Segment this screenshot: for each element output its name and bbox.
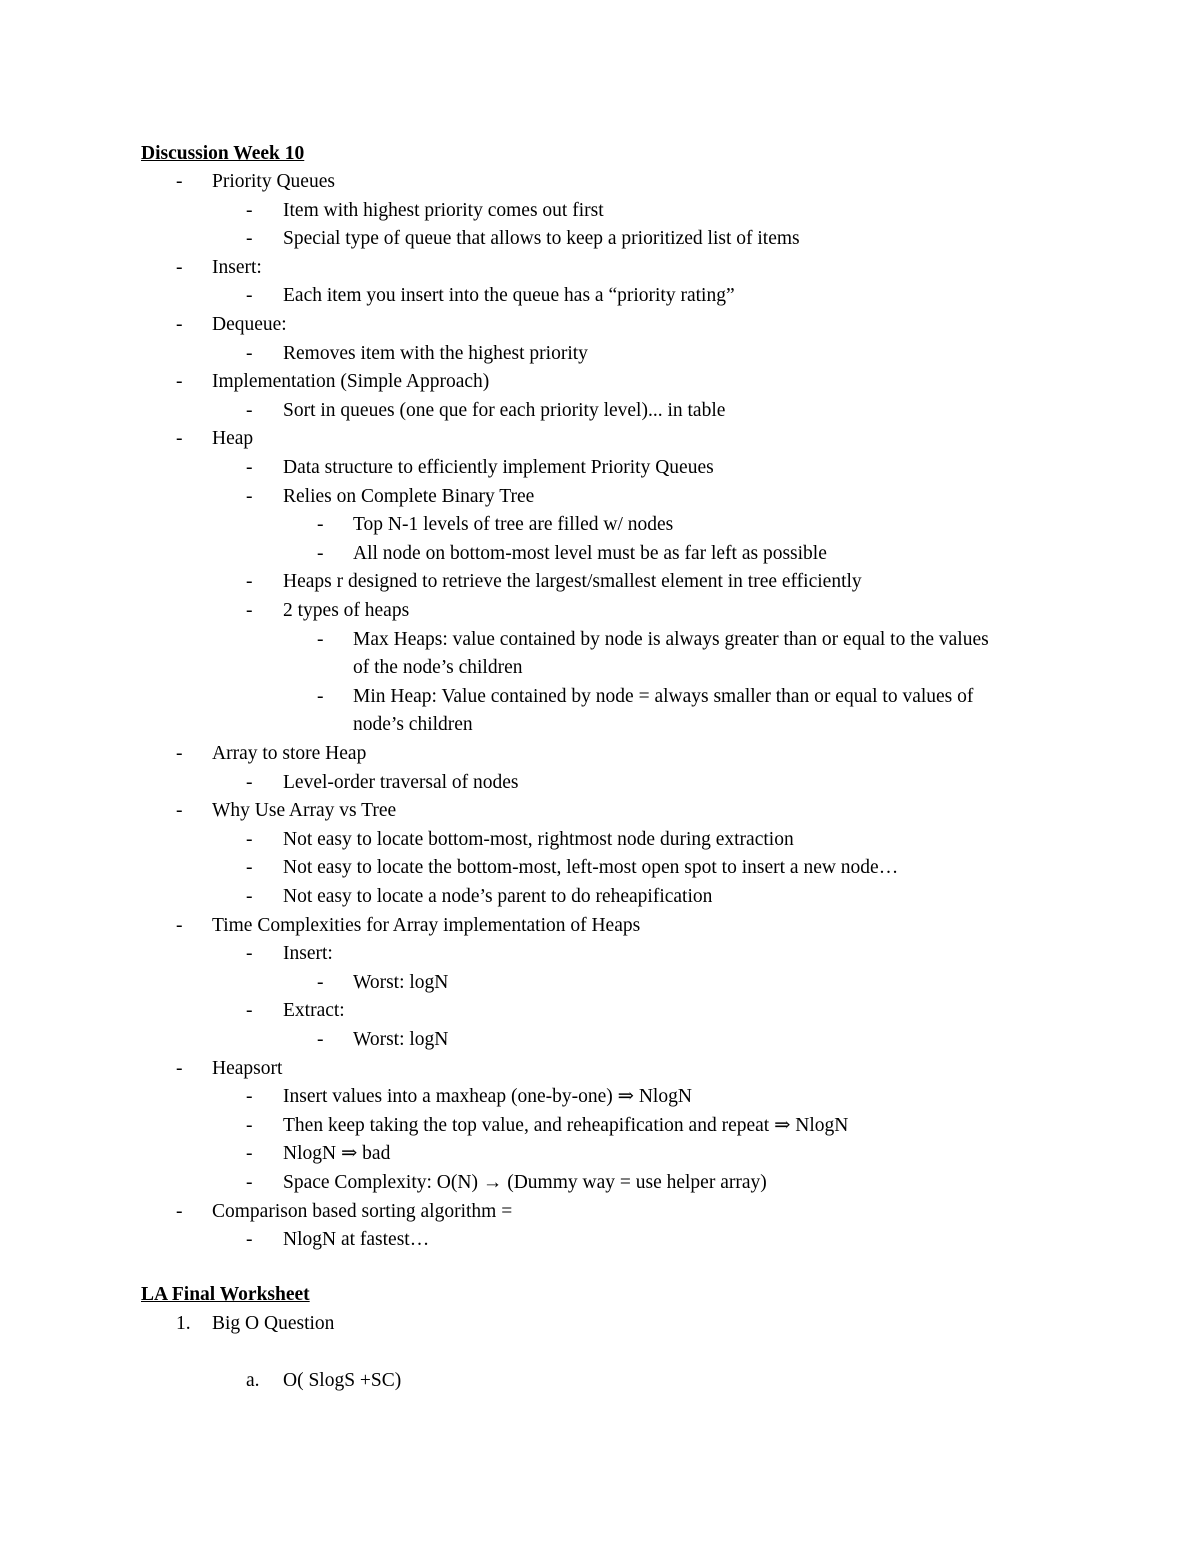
list-marker: -	[246, 1115, 253, 1136]
list-marker: -	[246, 857, 253, 878]
list-item-text: Insert:	[212, 257, 262, 278]
list-marker: -	[176, 1058, 183, 1079]
list-item-text: Priority Queues	[212, 171, 335, 192]
list-marker: -	[317, 514, 324, 535]
list-item-text: Data structure to efficiently implement Priority Queues	[283, 457, 714, 478]
list-marker: -	[246, 1086, 253, 1107]
list-item-text: Min Heap: Value contained by node = always smaller than or equal to values of	[353, 686, 974, 707]
list-marker: -	[246, 600, 253, 621]
list-item-text: Heap	[212, 428, 254, 449]
list-item-text: Heapsort	[212, 1058, 283, 1079]
list-item-text: of the node’s children	[353, 657, 523, 678]
list-marker: -	[246, 457, 253, 478]
list-item-text: Dequeue:	[212, 314, 287, 335]
list-marker: -	[317, 629, 324, 650]
list-item-text: Level-order traversal of nodes	[283, 772, 519, 793]
list-item-text: Implementation (Simple Approach)	[212, 371, 490, 392]
list-marker: -	[246, 400, 253, 421]
list-item-text: Extract:	[283, 1000, 345, 1021]
list-item-text: Max Heaps: value contained by node is always greater than or equal to the values	[353, 629, 989, 650]
list-item-text: Item with highest priority comes out first	[283, 200, 604, 221]
list-item-text: Special type of queue that allows to keep a prioritized list of items	[283, 228, 800, 249]
list-item-text: Top N-1 levels of tree are filled w/ nodes	[353, 514, 674, 535]
list-item-text: Worst: logN	[353, 972, 449, 993]
list-marker: -	[246, 943, 253, 964]
list-marker: -	[317, 972, 324, 993]
list-marker: -	[176, 171, 183, 192]
list-item-text: Insert:	[283, 943, 333, 964]
list-marker: 1.	[176, 1313, 191, 1334]
list-marker: -	[246, 1229, 253, 1250]
list-item-text: Comparison based sorting algorithm =	[212, 1201, 513, 1222]
list-item-text: 2 types of heaps	[283, 600, 410, 621]
list-marker: -	[246, 486, 253, 507]
list-item-text: Space Complexity: O(N) → (Dummy way = use helper array)	[283, 1172, 767, 1193]
list-marker: -	[176, 371, 183, 392]
list-item-text: Removes item with the highest priority	[283, 343, 588, 364]
list-marker: -	[246, 886, 253, 907]
list-item-text: Not easy to locate a node’s parent to do reheapification	[283, 886, 713, 907]
list-marker: -	[246, 1000, 253, 1021]
list-marker: -	[246, 1172, 253, 1193]
list-marker: -	[246, 228, 253, 249]
list-marker: -	[176, 800, 183, 821]
list-marker: -	[176, 1201, 183, 1222]
list-item-text: Then keep taking the top value, and reheapification and repeat ⇒ NlogN	[283, 1115, 849, 1136]
list-item-text: All node on bottom-most level must be as far left as possible	[353, 543, 827, 564]
list-marker: -	[246, 772, 253, 793]
list-marker: -	[317, 686, 324, 707]
list-item-text: Each item you insert into the queue has a “priority rating”	[283, 285, 735, 306]
list-item-text: Why Use Array vs Tree	[212, 800, 397, 821]
list-item-text: Sort in queues (one que for each priority level)... in table	[283, 400, 726, 421]
list-item-text: NlogN ⇒ bad	[283, 1143, 391, 1164]
list-marker: -	[246, 200, 253, 221]
list-marker: -	[317, 543, 324, 564]
list-item-text: Relies on Complete Binary Tree	[283, 486, 535, 507]
list-marker: -	[246, 1143, 253, 1164]
list-marker: -	[176, 743, 183, 764]
list-marker: -	[176, 257, 183, 278]
list-marker: -	[246, 829, 253, 850]
list-item-text: Insert values into a maxheap (one-by-one) ⇒ NlogN	[283, 1086, 692, 1107]
list-item-text: Time Complexities for Array implementation of Heaps	[212, 915, 641, 936]
list-item-text: Big O Question	[212, 1313, 335, 1334]
list-item-text: Worst: logN	[353, 1029, 449, 1050]
list-item-text: Array to store Heap	[212, 743, 367, 764]
list-marker: -	[317, 1029, 324, 1050]
list-item-text: node’s children	[353, 714, 473, 735]
list-marker: -	[246, 343, 253, 364]
list-marker: a.	[246, 1370, 260, 1391]
worksheet-title: LA Final Worksheet	[141, 1284, 310, 1305]
list-item-text: Not easy to locate the bottom-most, left-most open spot to insert a new node…	[283, 857, 899, 878]
discussion-title: Discussion Week 10	[141, 143, 305, 164]
list-item-text: O( SlogS +SC)	[283, 1370, 402, 1391]
list-marker: -	[176, 428, 183, 449]
list-marker: -	[176, 314, 183, 335]
list-item-text: Not easy to locate bottom-most, rightmost node during extraction	[283, 829, 794, 850]
list-marker: -	[176, 915, 183, 936]
list-item-text: Heaps r designed to retrieve the largest/smallest element in tree efficiently	[283, 571, 862, 592]
list-marker: -	[246, 571, 253, 592]
list-marker: -	[246, 285, 253, 306]
list-item-text: NlogN at fastest…	[283, 1229, 430, 1250]
